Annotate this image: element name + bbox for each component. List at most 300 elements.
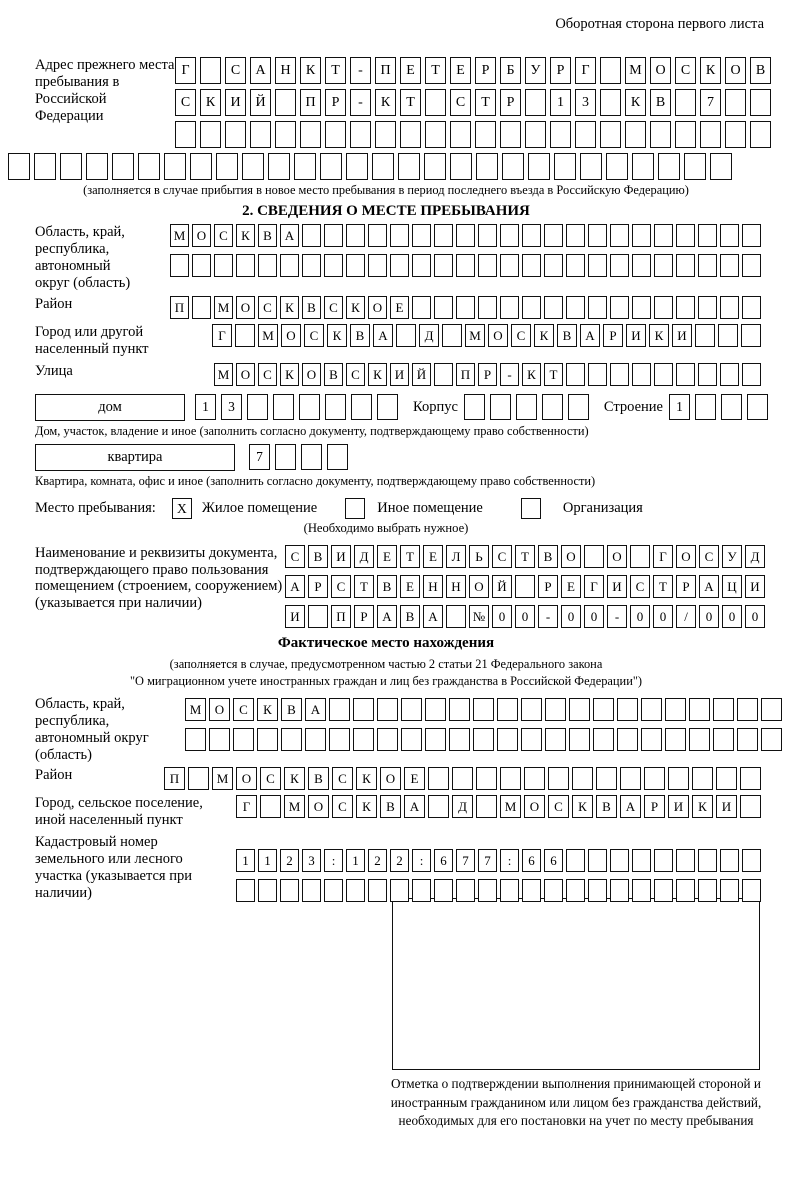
char-cell[interactable]: : — [324, 849, 343, 872]
char-cell[interactable] — [632, 849, 651, 872]
char-cell[interactable] — [368, 254, 387, 277]
char-cell[interactable] — [617, 698, 638, 721]
char-cell[interactable] — [632, 153, 654, 180]
char-cell[interactable]: Р — [550, 57, 571, 84]
char-cell[interactable] — [566, 254, 585, 277]
char-cell[interactable]: А — [423, 605, 443, 628]
char-cell[interactable]: О — [725, 57, 746, 84]
char-cell[interactable] — [242, 153, 264, 180]
char-cell[interactable] — [698, 849, 717, 872]
char-cell[interactable] — [473, 728, 494, 751]
char-cell[interactable] — [250, 121, 271, 148]
char-cell[interactable] — [247, 394, 268, 420]
char-cell[interactable] — [236, 879, 255, 902]
char-cell[interactable] — [200, 57, 221, 84]
char-cell[interactable]: Е — [450, 57, 471, 84]
char-cell[interactable] — [324, 254, 343, 277]
char-cell[interactable] — [742, 363, 761, 386]
char-cell[interactable] — [400, 121, 421, 148]
char-cell[interactable]: А — [580, 324, 600, 347]
char-cell[interactable] — [620, 767, 641, 790]
char-cell[interactable]: К — [522, 363, 541, 386]
char-cell[interactable] — [641, 728, 662, 751]
char-cell[interactable]: К — [534, 324, 554, 347]
char-cell[interactable] — [554, 153, 576, 180]
char-cell[interactable] — [740, 767, 761, 790]
char-cell[interactable]: Е — [423, 545, 443, 568]
char-cell[interactable] — [450, 153, 472, 180]
char-cell[interactable]: Д — [745, 545, 765, 568]
char-cell[interactable] — [740, 795, 761, 818]
char-cell[interactable] — [325, 121, 346, 148]
char-cell[interactable] — [112, 153, 134, 180]
char-cell[interactable]: К — [368, 363, 387, 386]
char-cell[interactable] — [596, 767, 617, 790]
char-cell[interactable]: К — [356, 795, 377, 818]
char-cell[interactable]: С — [332, 795, 353, 818]
char-cell[interactable] — [742, 296, 761, 319]
char-cell[interactable]: И — [745, 575, 765, 598]
char-cell[interactable]: У — [722, 545, 742, 568]
char-cell[interactable]: 1 — [346, 849, 365, 872]
char-cell[interactable] — [452, 767, 473, 790]
char-cell[interactable]: - — [500, 363, 519, 386]
char-cell[interactable] — [412, 224, 431, 247]
char-cell[interactable]: О — [308, 795, 329, 818]
char-cell[interactable]: Т — [475, 89, 496, 116]
char-cell[interactable] — [692, 767, 713, 790]
char-cell[interactable] — [497, 728, 518, 751]
char-cell[interactable]: К — [327, 324, 347, 347]
char-cell[interactable] — [566, 296, 585, 319]
char-cell[interactable] — [164, 153, 186, 180]
char-cell[interactable] — [327, 444, 348, 470]
checkbox-residential[interactable]: X — [172, 498, 192, 519]
char-cell[interactable] — [650, 121, 671, 148]
char-cell[interactable] — [475, 121, 496, 148]
char-cell[interactable]: 1 — [669, 394, 690, 420]
char-cell[interactable]: П — [300, 89, 321, 116]
char-cell[interactable] — [588, 879, 607, 902]
char-cell[interactable]: Е — [561, 575, 581, 598]
char-cell[interactable] — [588, 849, 607, 872]
char-cell[interactable] — [500, 767, 521, 790]
char-cell[interactable]: В — [350, 324, 370, 347]
char-cell[interactable] — [569, 728, 590, 751]
char-cell[interactable]: 0 — [699, 605, 719, 628]
char-cell[interactable] — [192, 296, 211, 319]
char-cell[interactable]: Р — [676, 575, 696, 598]
char-cell[interactable] — [742, 254, 761, 277]
char-cell[interactable] — [301, 444, 322, 470]
char-cell[interactable] — [377, 698, 398, 721]
char-cell[interactable]: Д — [419, 324, 439, 347]
char-cell[interactable] — [610, 879, 629, 902]
char-cell[interactable]: 2 — [390, 849, 409, 872]
char-cell[interactable]: : — [500, 849, 519, 872]
char-cell[interactable] — [522, 296, 541, 319]
char-cell[interactable]: Т — [425, 57, 446, 84]
char-cell[interactable] — [720, 849, 739, 872]
char-cell[interactable]: М — [284, 795, 305, 818]
char-cell[interactable]: П — [456, 363, 475, 386]
char-cell[interactable] — [500, 224, 519, 247]
char-cell[interactable] — [750, 121, 771, 148]
char-cell[interactable] — [632, 363, 651, 386]
char-cell[interactable]: К — [236, 224, 255, 247]
checkbox-organization[interactable] — [521, 498, 541, 519]
char-cell[interactable] — [428, 767, 449, 790]
char-cell[interactable] — [497, 698, 518, 721]
char-cell[interactable]: С — [285, 545, 305, 568]
char-cell[interactable]: М — [625, 57, 646, 84]
char-cell[interactable]: 3 — [302, 849, 321, 872]
char-cell[interactable] — [584, 545, 604, 568]
char-cell[interactable]: А — [305, 698, 326, 721]
char-cell[interactable] — [225, 121, 246, 148]
char-cell[interactable]: К — [300, 57, 321, 84]
char-cell[interactable] — [521, 728, 542, 751]
char-cell[interactable] — [450, 121, 471, 148]
char-cell[interactable] — [390, 224, 409, 247]
char-cell[interactable] — [490, 394, 511, 420]
char-cell[interactable]: О — [607, 545, 627, 568]
char-cell[interactable]: В — [258, 224, 277, 247]
char-cell[interactable] — [625, 121, 646, 148]
char-cell[interactable] — [500, 879, 519, 902]
char-cell[interactable]: Т — [400, 89, 421, 116]
char-cell[interactable] — [575, 121, 596, 148]
char-cell[interactable] — [676, 849, 695, 872]
char-cell[interactable] — [654, 879, 673, 902]
char-cell[interactable] — [524, 767, 545, 790]
char-cell[interactable]: А — [377, 605, 397, 628]
char-cell[interactable]: № — [469, 605, 489, 628]
char-cell[interactable] — [632, 224, 651, 247]
char-cell[interactable] — [175, 121, 196, 148]
char-cell[interactable]: К — [700, 57, 721, 84]
char-cell[interactable]: Е — [400, 57, 421, 84]
char-cell[interactable]: Г — [212, 324, 232, 347]
char-cell[interactable] — [390, 254, 409, 277]
char-cell[interactable]: С — [331, 575, 351, 598]
char-cell[interactable] — [684, 153, 706, 180]
char-cell[interactable] — [525, 121, 546, 148]
char-cell[interactable]: М — [500, 795, 521, 818]
char-cell[interactable] — [593, 698, 614, 721]
char-cell[interactable]: Й — [412, 363, 431, 386]
char-cell[interactable] — [299, 394, 320, 420]
char-cell[interactable]: 0 — [492, 605, 512, 628]
char-cell[interactable]: О — [209, 698, 230, 721]
char-cell[interactable]: Й — [492, 575, 512, 598]
char-cell[interactable] — [610, 363, 629, 386]
char-cell[interactable]: - — [350, 57, 371, 84]
char-cell[interactable] — [700, 121, 721, 148]
char-cell[interactable]: Р — [538, 575, 558, 598]
char-cell[interactable] — [268, 153, 290, 180]
char-cell[interactable]: М — [212, 767, 233, 790]
char-cell[interactable]: Т — [354, 575, 374, 598]
char-cell[interactable]: 6 — [434, 849, 453, 872]
char-cell[interactable] — [658, 153, 680, 180]
char-cell[interactable]: К — [284, 767, 305, 790]
char-cell[interactable] — [632, 296, 651, 319]
char-cell[interactable] — [346, 879, 365, 902]
char-cell[interactable] — [528, 153, 550, 180]
char-cell[interactable] — [350, 121, 371, 148]
char-cell[interactable] — [346, 224, 365, 247]
char-cell[interactable] — [750, 89, 771, 116]
char-cell[interactable]: Р — [478, 363, 497, 386]
char-cell[interactable] — [695, 324, 715, 347]
char-cell[interactable] — [676, 224, 695, 247]
char-cell[interactable] — [654, 363, 673, 386]
char-cell[interactable] — [425, 89, 446, 116]
char-cell[interactable] — [713, 728, 734, 751]
char-cell[interactable] — [522, 879, 541, 902]
char-cell[interactable]: К — [280, 296, 299, 319]
char-cell[interactable] — [476, 767, 497, 790]
char-cell[interactable]: С — [332, 767, 353, 790]
char-cell[interactable] — [446, 605, 466, 628]
char-cell[interactable]: Т — [400, 545, 420, 568]
char-cell[interactable] — [742, 849, 761, 872]
char-cell[interactable] — [442, 324, 462, 347]
char-cell[interactable]: Н — [275, 57, 296, 84]
char-cell[interactable] — [689, 728, 710, 751]
char-cell[interactable] — [544, 879, 563, 902]
char-cell[interactable]: - — [350, 89, 371, 116]
char-cell[interactable] — [500, 296, 519, 319]
char-cell[interactable]: М — [214, 363, 233, 386]
char-cell[interactable]: 3 — [221, 394, 242, 420]
char-cell[interactable]: 2 — [368, 849, 387, 872]
char-cell[interactable]: С — [346, 363, 365, 386]
char-cell[interactable] — [302, 224, 321, 247]
char-cell[interactable] — [8, 153, 30, 180]
char-cell[interactable]: - — [538, 605, 558, 628]
char-cell[interactable]: О — [281, 324, 301, 347]
char-cell[interactable] — [273, 394, 294, 420]
char-cell[interactable]: 2 — [280, 849, 299, 872]
char-cell[interactable] — [425, 121, 446, 148]
char-cell[interactable]: С — [233, 698, 254, 721]
char-cell[interactable]: К — [200, 89, 221, 116]
char-cell[interactable]: В — [380, 795, 401, 818]
char-cell[interactable]: С — [324, 296, 343, 319]
char-cell[interactable]: А — [280, 224, 299, 247]
char-cell[interactable] — [170, 254, 189, 277]
char-cell[interactable]: С — [258, 296, 277, 319]
char-cell[interactable]: М — [465, 324, 485, 347]
char-cell[interactable]: М — [214, 296, 233, 319]
char-cell[interactable] — [698, 363, 717, 386]
char-cell[interactable] — [200, 121, 221, 148]
char-cell[interactable]: 3 — [575, 89, 596, 116]
char-cell[interactable]: И — [626, 324, 646, 347]
char-cell[interactable] — [412, 879, 431, 902]
char-cell[interactable]: 1 — [195, 394, 216, 420]
char-cell[interactable]: Е — [404, 767, 425, 790]
char-cell[interactable] — [434, 296, 453, 319]
char-cell[interactable] — [401, 698, 422, 721]
char-cell[interactable] — [375, 121, 396, 148]
char-cell[interactable] — [236, 254, 255, 277]
char-cell[interactable]: С — [260, 767, 281, 790]
char-cell[interactable] — [275, 89, 296, 116]
char-cell[interactable]: В — [281, 698, 302, 721]
char-cell[interactable] — [302, 254, 321, 277]
char-cell[interactable]: К — [375, 89, 396, 116]
char-cell[interactable]: А — [373, 324, 393, 347]
char-cell[interactable] — [521, 698, 542, 721]
char-cell[interactable]: Н — [446, 575, 466, 598]
char-cell[interactable] — [281, 728, 302, 751]
char-cell[interactable]: 7 — [249, 444, 270, 470]
char-cell[interactable] — [324, 224, 343, 247]
char-cell[interactable]: Е — [400, 575, 420, 598]
char-cell[interactable]: С — [175, 89, 196, 116]
char-cell[interactable] — [235, 324, 255, 347]
char-cell[interactable] — [412, 254, 431, 277]
char-cell[interactable] — [720, 879, 739, 902]
char-cell[interactable]: 1 — [236, 849, 255, 872]
char-cell[interactable]: Е — [377, 545, 397, 568]
char-cell[interactable]: М — [258, 324, 278, 347]
char-cell[interactable] — [434, 879, 453, 902]
char-cell[interactable] — [566, 363, 585, 386]
char-cell[interactable] — [588, 224, 607, 247]
char-cell[interactable]: : — [412, 849, 431, 872]
char-cell[interactable] — [209, 728, 230, 751]
char-cell[interactable]: К — [356, 767, 377, 790]
char-cell[interactable]: Г — [575, 57, 596, 84]
char-cell[interactable]: С — [511, 324, 531, 347]
char-cell[interactable] — [632, 879, 651, 902]
char-cell[interactable] — [464, 394, 485, 420]
char-cell[interactable] — [606, 153, 628, 180]
char-cell[interactable]: 7 — [700, 89, 721, 116]
char-cell[interactable]: П — [375, 57, 396, 84]
char-cell[interactable]: С — [225, 57, 246, 84]
char-cell[interactable] — [698, 224, 717, 247]
char-cell[interactable]: Г — [653, 545, 673, 568]
char-cell[interactable]: Б — [500, 57, 521, 84]
char-cell[interactable]: П — [164, 767, 185, 790]
char-cell[interactable] — [550, 121, 571, 148]
char-cell[interactable]: В — [377, 575, 397, 598]
char-cell[interactable]: В — [302, 296, 321, 319]
char-cell[interactable]: Е — [390, 296, 409, 319]
char-cell[interactable]: К — [625, 89, 646, 116]
char-cell[interactable] — [192, 254, 211, 277]
char-cell[interactable] — [353, 698, 374, 721]
char-cell[interactable]: В — [650, 89, 671, 116]
char-cell[interactable]: О — [302, 363, 321, 386]
char-cell[interactable]: О — [524, 795, 545, 818]
char-cell[interactable] — [449, 728, 470, 751]
char-cell[interactable] — [588, 363, 607, 386]
char-cell[interactable] — [346, 254, 365, 277]
char-cell[interactable]: Г — [236, 795, 257, 818]
char-cell[interactable]: В — [308, 545, 328, 568]
char-cell[interactable]: Н — [423, 575, 443, 598]
char-cell[interactable]: М — [170, 224, 189, 247]
char-cell[interactable] — [610, 849, 629, 872]
char-cell[interactable] — [741, 324, 761, 347]
char-cell[interactable] — [542, 394, 563, 420]
char-cell[interactable] — [675, 89, 696, 116]
char-cell[interactable]: О — [676, 545, 696, 568]
char-cell[interactable] — [320, 153, 342, 180]
char-cell[interactable] — [188, 767, 209, 790]
char-cell[interactable]: О — [469, 575, 489, 598]
char-cell[interactable] — [654, 224, 673, 247]
char-cell[interactable] — [258, 879, 277, 902]
char-cell[interactable]: Й — [250, 89, 271, 116]
char-cell[interactable] — [720, 363, 739, 386]
char-cell[interactable] — [302, 879, 321, 902]
char-cell[interactable] — [473, 698, 494, 721]
char-cell[interactable]: А — [699, 575, 719, 598]
char-cell[interactable]: С — [675, 57, 696, 84]
char-cell[interactable] — [725, 89, 746, 116]
char-cell[interactable]: С — [450, 89, 471, 116]
char-cell[interactable]: О — [650, 57, 671, 84]
char-cell[interactable]: О — [236, 296, 255, 319]
char-cell[interactable] — [710, 153, 732, 180]
char-cell[interactable] — [305, 728, 326, 751]
char-cell[interactable] — [617, 728, 638, 751]
char-cell[interactable] — [695, 394, 716, 420]
char-cell[interactable] — [476, 795, 497, 818]
char-cell[interactable] — [449, 698, 470, 721]
char-cell[interactable] — [566, 879, 585, 902]
char-cell[interactable]: 1 — [258, 849, 277, 872]
char-cell[interactable] — [737, 698, 758, 721]
char-cell[interactable] — [372, 153, 394, 180]
char-cell[interactable] — [610, 224, 629, 247]
char-cell[interactable]: О — [380, 767, 401, 790]
char-cell[interactable] — [525, 89, 546, 116]
char-cell[interactable]: Р — [603, 324, 623, 347]
char-cell[interactable] — [428, 795, 449, 818]
char-cell[interactable] — [610, 254, 629, 277]
char-cell[interactable] — [456, 254, 475, 277]
char-cell[interactable] — [86, 153, 108, 180]
char-cell[interactable]: Ь — [469, 545, 489, 568]
char-cell[interactable]: С — [630, 575, 650, 598]
char-cell[interactable] — [233, 728, 254, 751]
char-cell[interactable]: И — [285, 605, 305, 628]
char-cell[interactable]: 7 — [456, 849, 475, 872]
char-cell[interactable]: И — [716, 795, 737, 818]
char-cell[interactable]: 0 — [561, 605, 581, 628]
char-cell[interactable] — [566, 849, 585, 872]
char-cell[interactable]: Д — [354, 545, 374, 568]
char-cell[interactable] — [353, 728, 374, 751]
char-cell[interactable]: Л — [446, 545, 466, 568]
char-cell[interactable] — [216, 153, 238, 180]
char-cell[interactable] — [668, 767, 689, 790]
char-cell[interactable] — [275, 121, 296, 148]
char-cell[interactable] — [368, 224, 387, 247]
char-cell[interactable] — [644, 767, 665, 790]
char-cell[interactable]: О — [488, 324, 508, 347]
char-cell[interactable]: К — [280, 363, 299, 386]
char-cell[interactable] — [676, 363, 695, 386]
